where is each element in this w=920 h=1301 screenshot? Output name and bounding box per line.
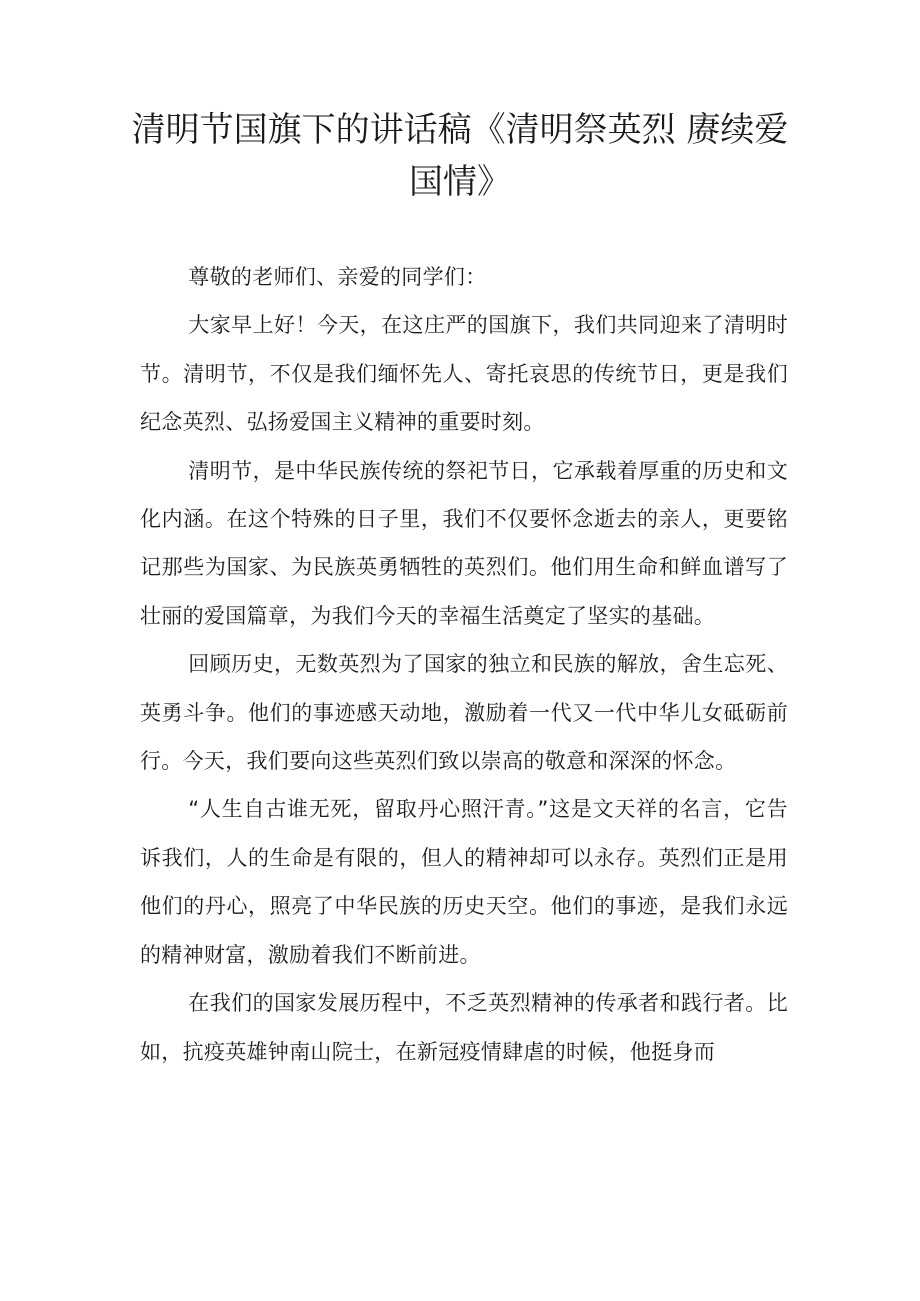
document-body [140,253,788,1076]
document-title: 清明节国旗下的讲话稿《清明祭英烈 赓续爱国情》 [131,110,789,202]
body-paragraph-1: 大家早上好！今天，在这庄严的国旗下，我们共同迎来了清明时节。清明节，不仅是我们缅怀先人、寄托哀思的传统节日，更是我们纪念英烈、弘扬爱国主义精神的重要时刻。 [140,313,788,435]
body-paragraph-4: “人生自古谁无死，留取丹心照汗青。”这是文天祥的名言，它告诉我们，人的生命是有限的，但人的精神却可以永存。英烈们正是用他们的丹心，照亮了中华民族的历史天空。他们的事迹，是我们永远的精神财富，激励着我们不断前进。 [140,797,788,967]
body-paragraph-5: 在我们的国家发展历程中，不乏英烈精神的传承者和践行者。比如，抗疫英雄钟南山院士，在新冠疫情肆虐的时候，他挺身而 [140,991,788,1064]
body-paragraph-3: 回顾历史，无数英烈为了国家的独立和民族的解放，舍生忘死、英勇斗争。他们的事迹感天动地，激励着一代又一代中华儿女砥砺前行。今天，我们要向这些英烈们致以崇高的敬意和深深的怀念。 [140,652,788,774]
body-paragraph-2: 清明节，是中华民族传统的祭祀节日，它承载着厚重的历史和文化内涵。在这个特殊的日子里，我们不仅要怀念逝去的亲人，更要铭记那些为国家、为民族英勇牺牲的英烈们。他们用生命和鲜血谱写了壮丽的爱国篇章，为我们今天的幸福生活奠定了坚实的基础。 [140,458,788,628]
salutation-paragraph: 尊敬的老师们、亲爱的同学们： [188,265,487,289]
